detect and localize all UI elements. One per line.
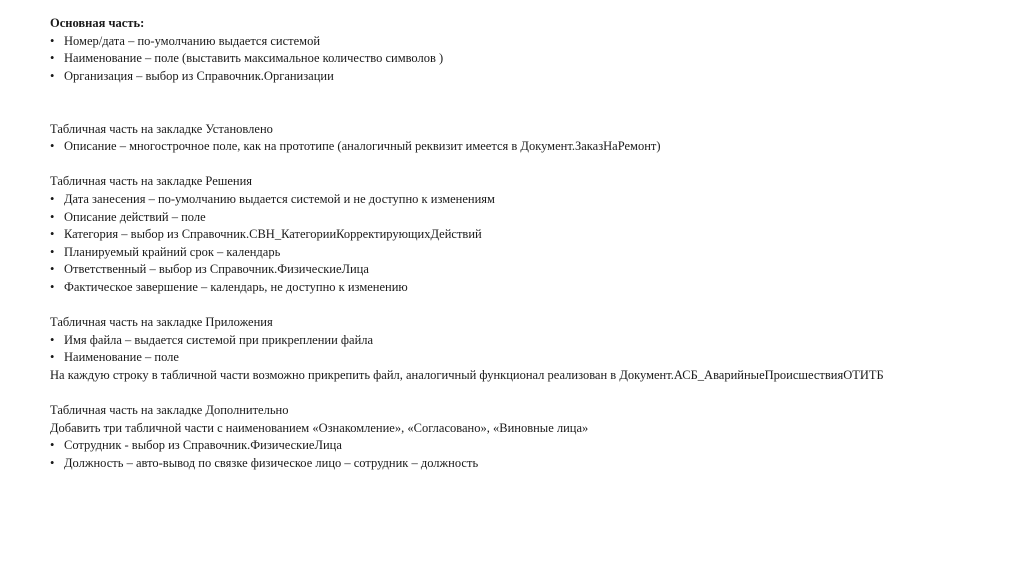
slide-content <box>50 15 1010 472</box>
list-item <box>50 33 1010 51</box>
bullet-icon: • <box>50 244 55 259</box>
bullet-icon: • <box>50 438 55 453</box>
attachments-note: На каждую строку в табличной части возможно прикрепить файл, аналогичный функционал реализован в Документ.АСБ_АварийныеПроисшествияОТИТБ <box>50 367 884 382</box>
bullet-icon: • <box>50 350 55 365</box>
spacer <box>50 384 1010 402</box>
additional-section-intro: Добавить три табличной части с наименованием «Ознакомление», «Согласовано», «Виновные лица» <box>50 420 589 435</box>
bullet-icon: • <box>50 279 55 294</box>
list-item-text: Должность – авто-вывод по связке физическое лицо – сотрудник – должность <box>64 455 479 470</box>
spacer <box>50 85 1010 120</box>
bullet-icon: • <box>50 455 55 470</box>
list-item <box>50 437 1010 455</box>
list-item-text: Описание действий – поле <box>64 209 206 224</box>
decisions-section-title: Табличная часть на закладке Решения <box>50 174 253 189</box>
list-item <box>50 50 1010 68</box>
bullet-icon: • <box>50 139 55 154</box>
bullet-icon: • <box>50 332 55 347</box>
list-item-text: Планируемый крайний срок – календарь <box>64 244 281 259</box>
list-item <box>50 68 1010 86</box>
list-item <box>50 191 1010 209</box>
list-item <box>50 349 1010 367</box>
bullet-icon: • <box>50 68 55 83</box>
bullet-icon: • <box>50 51 55 66</box>
spacer <box>50 156 1010 174</box>
spacer <box>50 297 1010 315</box>
list-item <box>50 244 1010 262</box>
list-item-text: Категория – выбор из Справочник.СВН_КатегорииКорректирующихДействий <box>64 227 482 242</box>
list-item <box>50 279 1010 297</box>
list-item-text: Описание – многострочное поле, как на прототипе (аналогичный реквизит имеется в Документ.ЗаказНаРемонт) <box>64 139 661 154</box>
list-item-text: Наименование – поле <box>64 350 179 365</box>
list-item <box>50 138 1010 156</box>
bullet-icon: • <box>50 33 55 48</box>
list-item-text: Номер/дата – по-умолчанию выдается системой <box>64 33 321 48</box>
list-item-text: Дата занесения – по-умолчанию выдается системой и не доступно к изменениям <box>64 191 495 206</box>
additional-section-title: Табличная часть на закладке Дополнительно <box>50 403 289 418</box>
list-item-text: Наименование – поле (выставить максимальное количество символов ) <box>64 51 444 66</box>
list-item-text: Организация – выбор из Справочник.Организации <box>64 68 334 83</box>
installed-section-title: Табличная часть на закладке Установлено <box>50 121 273 136</box>
list-item <box>50 455 1010 473</box>
attachments-section-title: Табличная часть на закладке Приложения <box>50 315 273 330</box>
bullet-icon: • <box>50 227 55 242</box>
main-section-title: Основная часть: <box>50 16 145 30</box>
list-item <box>50 261 1010 279</box>
list-item-text: Сотрудник - выбор из Справочник.ФизическиеЛица <box>64 438 342 453</box>
list-item <box>50 332 1010 350</box>
list-item-text: Фактическое завершение – календарь, не доступно к изменению <box>64 279 408 294</box>
list-item <box>50 209 1010 227</box>
list-item-text: Имя файла – выдается системой при прикреплении файла <box>64 332 374 347</box>
list-item-text: Ответственный – выбор из Справочник.ФизическиеЛица <box>64 262 369 277</box>
bullet-icon: • <box>50 262 55 277</box>
bullet-icon: • <box>50 191 55 206</box>
list-item <box>50 226 1010 244</box>
bullet-icon: • <box>50 209 55 224</box>
